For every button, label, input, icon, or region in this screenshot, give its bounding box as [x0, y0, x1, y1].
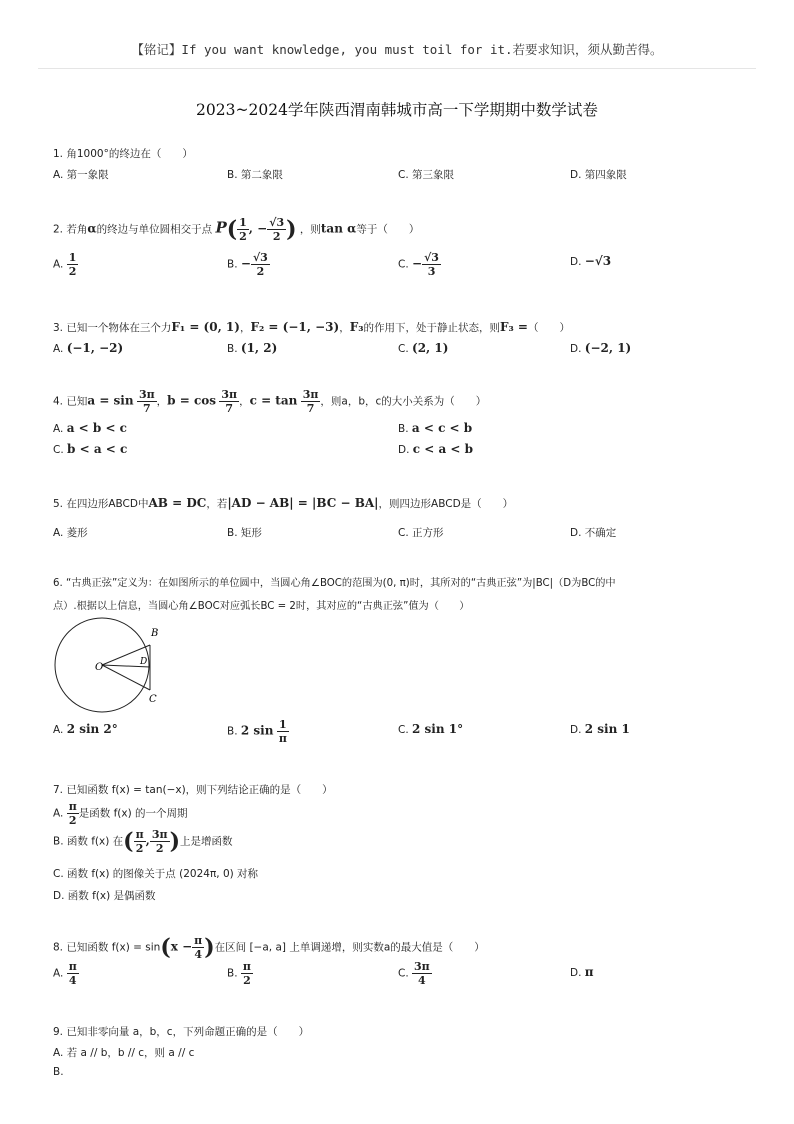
q3-stem: 3. 已知一个物体在三个力F₁ = (0, 1)，F₂ = (−1, −3)，F₃的作用下，处于静止状态，则F₃ =（ ）	[53, 320, 570, 334]
q3-option-a[interactable]: A. (−1, −2)	[53, 341, 124, 355]
q9-option-a[interactable]: A. 若 a // b，b // c，则 a // c	[53, 1047, 195, 1059]
q7-option-d[interactable]: D. 函数 f(x) 是偶函数	[53, 890, 156, 902]
point-b-label: B	[151, 628, 159, 639]
q4-stem: 4. 已知a = sin $\frac{3\pi}{7}$ ，b = cos $\frac{3\pi}{7}$ ，c = tan $\frac{3\pi}{7}$ ，则a，b，c的大小关系为（ ）	[53, 388, 487, 415]
q7-option-c[interactable]: C. 函数 f(x) 的图像关于点 (2024π, 0) 对称	[53, 868, 259, 880]
q6-stem-line1: 6. “古典正弦”定义为：在如图所示的单位圆中，当圆心角∠BOC的范围为(0, π)时，其所对的“古典正弦”为|BC|（D为BC的中	[53, 578, 616, 589]
q9-stem: 9. 已知非零向量 a，b，c，下列命题正确的是（ ）	[53, 1026, 310, 1038]
q5-option-c[interactable]: C. 正方形	[398, 527, 444, 539]
q5-stem: 5. 在四边形ABCD中AB = DC，若|AD − AB| = |BC − BA|，则四边形ABCD是（ ）	[53, 496, 514, 510]
q4-option-b[interactable]: B. a < c < b	[398, 421, 473, 435]
q5-option-b[interactable]: B. 矩形	[227, 527, 262, 539]
point-o-label: O	[95, 662, 104, 673]
q8-option-a[interactable]: A. $\frac{\pi}{4}$	[53, 960, 77, 987]
q3-option-d[interactable]: D. (−2, 1)	[570, 341, 632, 355]
q8-option-b[interactable]: B. $\frac{\pi}{2}$	[227, 960, 251, 987]
q6-option-d[interactable]: D. 2 sin 1	[570, 722, 630, 736]
q5-option-a[interactable]: A. 菱形	[53, 527, 88, 539]
q2-option-c[interactable]: C. − $\frac{√3}{3}$	[398, 251, 439, 278]
q4-option-d[interactable]: D. c < a < b	[398, 442, 474, 456]
motto: 【铭记】If you want knowledge, you must toil for it.若要求知识，须从勤苦得。	[131, 42, 663, 57]
q6-option-c[interactable]: C. 2 sin 1°	[398, 722, 464, 736]
unit-circle-figure	[50, 614, 160, 714]
q7-stem: 7. 已知函数 f(x) = tan(−x)，则下列结论正确的是（ ）	[53, 784, 333, 796]
q8-stem: 8. 已知函数 f(x) = sin(x − $\frac{\pi}{4}$ )在区间 [−a, a] 上单调递增，则实数a的最大值是（ ）	[53, 934, 485, 961]
q2-stem: 2. 若角α的终边与单位圆相交于点 P( $\frac{1}{2}$ , − $\frac{√3}{2}$ ) ，则tan α等于（ ）	[53, 216, 420, 243]
q2-option-a[interactable]: A. $\frac{1}{2}$	[53, 251, 77, 278]
q9-option-b[interactable]: B.	[53, 1066, 64, 1078]
paper-title: 2023~2024学年陕西渭南韩城市高一下学期期中数学试卷	[196, 101, 598, 119]
q1-option-c[interactable]: C. 第三象限	[398, 169, 455, 181]
q3-option-b[interactable]: B. (1, 2)	[227, 341, 278, 355]
q7-option-a[interactable]: A. $\frac{\pi}{2}$ 是函数 f(x) 的一个周期	[53, 800, 188, 827]
q8-option-c[interactable]: C. $\frac{3\pi}{4}$	[398, 960, 430, 987]
q2-option-b[interactable]: B. − $\frac{√3}{2}$	[227, 251, 268, 278]
q3-option-c[interactable]: C. (2, 1)	[398, 341, 449, 355]
q4-option-c[interactable]: C. b < a < c	[53, 442, 128, 456]
point-c-label: C	[149, 694, 157, 705]
q1-stem: 1. 角1000°的终边在（ ）	[53, 148, 193, 160]
q1-option-d[interactable]: D. 第四象限	[570, 169, 627, 181]
q6-stem-line2: 点）.根据以上信息，当圆心角∠BOC对应弧长BC = 2时，其对应的“古典正弦”值为（ ）	[53, 601, 470, 612]
q7-option-b[interactable]: B. 函数 f(x) 在( $\frac{\pi}{2}$ , $\frac{3\pi}{2}$ )上是增函数	[53, 828, 233, 855]
q1-option-a[interactable]: A. 第一象限	[53, 169, 109, 181]
q1-option-b[interactable]: B. 第二象限	[227, 169, 283, 181]
q4-option-a[interactable]: A. a < b < c	[53, 421, 127, 435]
q6-option-a[interactable]: A. 2 sin 2°	[53, 722, 118, 736]
q2-option-d[interactable]: D. −√3	[570, 254, 612, 268]
q8-option-d[interactable]: D. π	[570, 965, 594, 979]
q6-option-b[interactable]: B. 2 sin $\frac{1}{\pi}$	[227, 718, 287, 745]
point-d-label: D	[140, 657, 148, 667]
header-divider	[38, 68, 756, 69]
q5-option-d[interactable]: D. 不确定	[570, 527, 617, 539]
